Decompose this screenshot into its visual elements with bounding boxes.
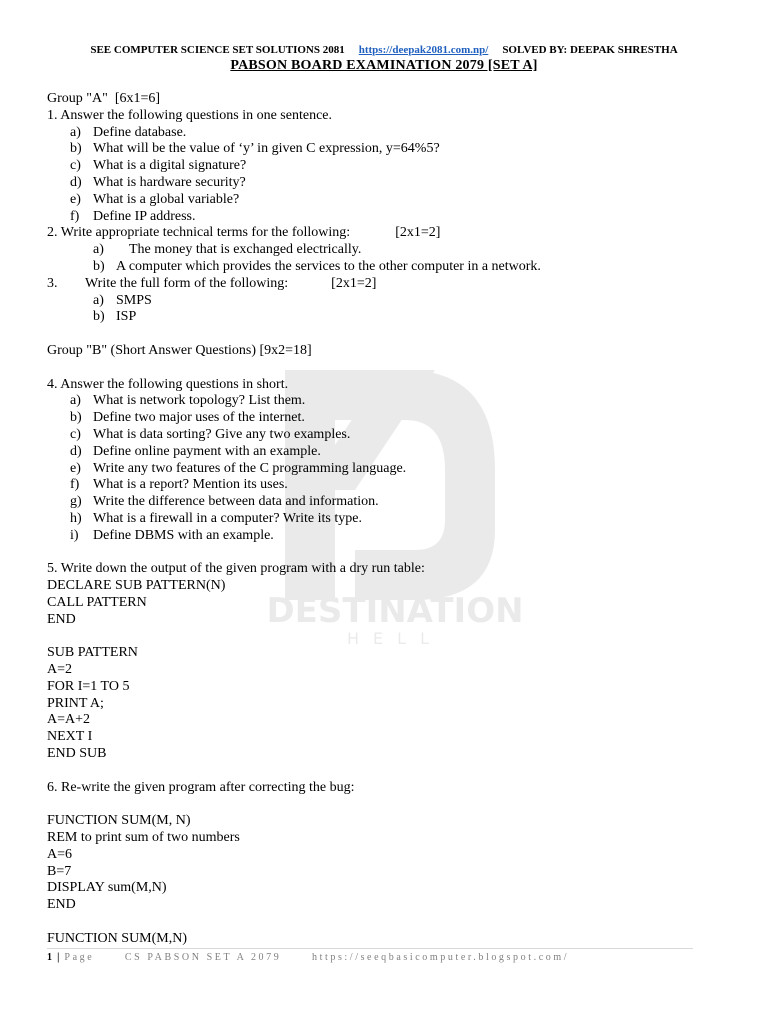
code-line: FUNCTION SUM(M, N) — [47, 813, 191, 829]
q1-item: e) What is a global variable? — [70, 191, 240, 207]
q1-item: f) Define IP address. — [70, 208, 196, 224]
q1-item: d) What is hardware security? — [70, 174, 246, 190]
q1-item: b) What will be the value of ‘y’ in given C expression, y=64%5? — [70, 141, 440, 157]
code-line: FUNCTION SUM(M,N) — [47, 930, 188, 946]
code-line: DECLARE SUB PATTERN(N) — [47, 578, 226, 594]
code-line: CALL PATTERN — [47, 594, 147, 610]
group-b-heading: Group "B" (Short Answer Questions) [9x2=18] — [47, 342, 312, 358]
code-line: END — [47, 897, 76, 913]
footer-set: CS PABSON SET A 2079 — [124, 952, 282, 963]
exam-title: PABSON BOARD EXAMINATION 2079 [SET A] — [230, 58, 538, 73]
code-line: A=6 — [47, 846, 73, 862]
question-2-marks: [2x1=2] — [395, 225, 441, 241]
code-line: REM to print sum of two numbers — [47, 830, 240, 846]
q4-item: g) Write the difference between data and information. — [70, 494, 379, 510]
code-line: B=7 — [47, 863, 72, 879]
group-a-heading: Group "A" [6x1=6] — [47, 91, 161, 106]
question-3: 3. Write the full form of the following: [2x1=2] — [47, 275, 377, 291]
page-footer: 1 | Page CS PABSON SET A 2079 https://seeqbasicomputer.blogspot.com/ — [47, 952, 570, 963]
footer-divider — [47, 948, 693, 949]
q3-item: b) ISP — [93, 309, 137, 325]
question-2: 2. Write appropriate technical terms for the following: [2x1=2] — [47, 225, 441, 241]
q4-item: c) What is data sorting? Give any two examples. — [70, 426, 351, 442]
q4-item: e) Write any two features of the C programming language. — [70, 460, 407, 476]
header-author: SOLVED BY: DEEPAK SHRESTHA — [502, 44, 678, 56]
code-line: NEXT I — [47, 729, 93, 745]
page-number: 1 — [47, 952, 52, 963]
q4-item: i) Define DBMS with an example. — [70, 527, 274, 543]
q4-item: h) What is a firewall in a computer? Write its type. — [70, 510, 362, 526]
footer-url: https://seeqbasicomputer.blogspot.com/ — [311, 952, 570, 963]
header-link[interactable]: https://deepak2081.com.np/ — [358, 44, 489, 56]
question-5: 5. Write down the output of the given program with a dry run table: — [47, 561, 425, 577]
header-title: SEE COMPUTER SCIENCE SET SOLUTIONS 2081 — [90, 44, 345, 56]
question-3-marks: [2x1=2] — [331, 275, 377, 291]
exam-content — [47, 91, 727, 948]
question-4: 4. Answer the following questions in short. — [47, 376, 289, 392]
q4-item: f) What is a report? Mention its uses. — [70, 477, 288, 493]
q4-item: a) What is network topology? List them. — [70, 393, 306, 409]
watermark-sub: HELL — [347, 629, 443, 648]
code-line: DISPLAY sum(M,N) — [47, 880, 167, 896]
q1-item: a) Define database. — [70, 124, 187, 140]
code-line: END — [47, 611, 76, 627]
code-line: A=2 — [47, 662, 73, 678]
page-header — [0, 44, 768, 56]
code-line: SUB PATTERN — [47, 645, 138, 661]
q1-item: c) What is a digital signature? — [70, 158, 247, 174]
q3-item: a) SMPS — [93, 292, 152, 308]
q4-item: d) Define online payment with an example. — [70, 443, 321, 459]
code-line: END SUB — [47, 746, 107, 762]
q4-item: b) Define two major uses of the internet. — [70, 410, 305, 426]
question-1: 1. Answer the following questions in one sentence. — [47, 107, 333, 123]
q2-item: a) The money that is exchanged electrically. — [93, 242, 362, 258]
question-6: 6. Re-write the given program after correcting the bug: — [47, 779, 355, 795]
page-word: Page — [64, 952, 95, 963]
code-line: PRINT A; — [47, 695, 104, 711]
code-line: FOR I=1 TO 5 — [47, 678, 130, 694]
watermark-main: DESTINATION — [266, 591, 524, 631]
code-line: A=A+2 — [47, 712, 91, 728]
q2-item: b) A computer which provides the services to the other computer in a network. — [93, 258, 541, 274]
